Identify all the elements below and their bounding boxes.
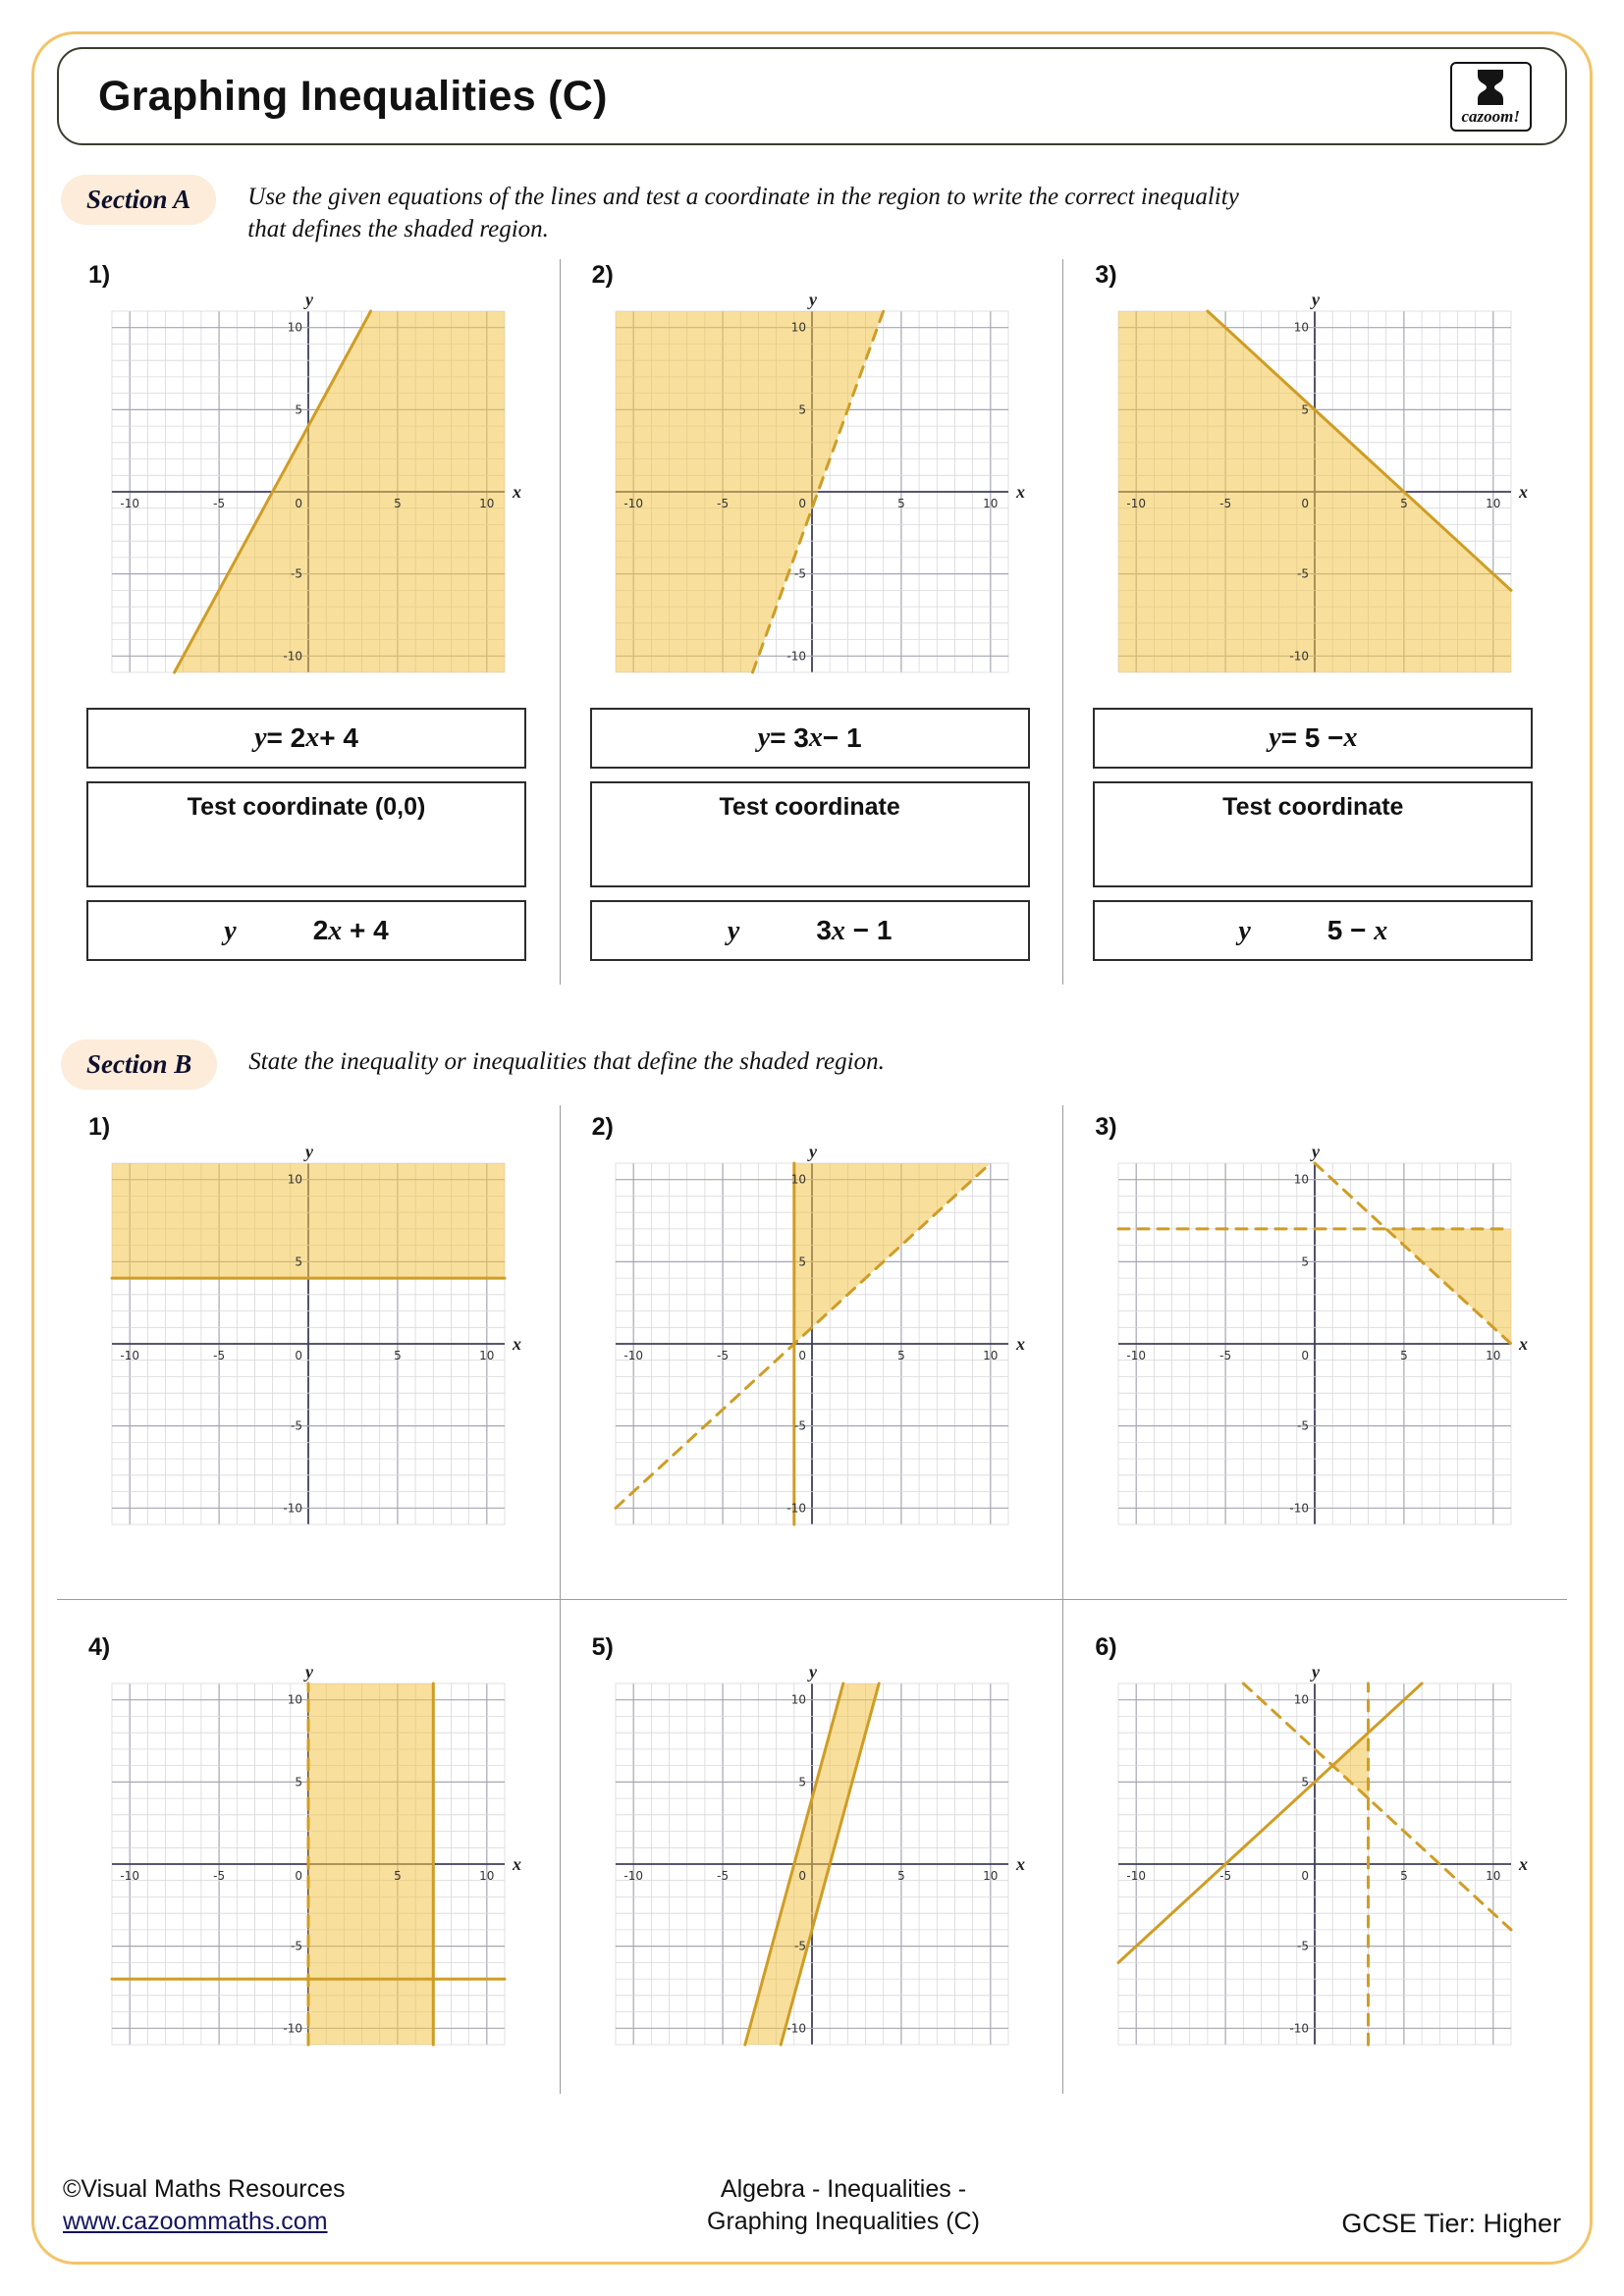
section-b-badge: Section B [61, 1040, 217, 1090]
svg-text:y: y [808, 292, 817, 309]
svg-text:-5: -5 [291, 566, 302, 581]
svg-text:-5: -5 [1297, 1418, 1310, 1433]
graph-b2 [590, 1144, 1050, 1544]
section-a-badge: Section A [61, 175, 216, 225]
cazoom-logo [1450, 62, 1533, 132]
problem-b4-number: 4) [88, 1633, 111, 1661]
problem-a1-boxes [86, 708, 526, 961]
svg-text:x: x [1519, 482, 1529, 502]
footer-left [63, 2173, 346, 2240]
svg-text:-5: -5 [793, 566, 806, 581]
logo-text: cazoom! [1461, 106, 1520, 126]
svg-text:-10: -10 [283, 2021, 302, 2036]
svg-text:-10: -10 [120, 1349, 140, 1362]
svg-text:0: 0 [295, 497, 302, 510]
svg-text:10: 10 [287, 1172, 302, 1187]
svg-text:10: 10 [287, 1692, 302, 1707]
svg-text:10: 10 [790, 320, 806, 335]
svg-text:5: 5 [1301, 1775, 1310, 1789]
svg-text:10: 10 [982, 497, 999, 510]
answer-a3-lhs: y [1238, 915, 1251, 946]
equation-box-a2: y = 3 x − 1 [590, 708, 1030, 769]
svg-text:5: 5 [295, 1775, 302, 1789]
svg-text:10: 10 [982, 1869, 999, 1883]
svg-text:-5: -5 [716, 1869, 729, 1883]
svg-text:5: 5 [896, 497, 905, 510]
hourglass-icon [1474, 69, 1507, 106]
svg-text:-5: -5 [213, 1349, 226, 1362]
section-b-instructions: State the inequality or inequalities that define the shaded region. [248, 1048, 885, 1075]
svg-text:5: 5 [1400, 1349, 1409, 1362]
problem-b2-number: 2) [591, 1113, 614, 1141]
svg-text:0: 0 [798, 497, 806, 510]
section-b-problems [57, 1105, 1567, 2094]
answer-a3-rhs: 5 − x [1326, 914, 1388, 946]
problem-b4 [57, 1600, 561, 2094]
test-coordinate-box-a2[interactable]: Test coordinate [590, 781, 1030, 887]
svg-text:0: 0 [1301, 1869, 1310, 1883]
svg-text:y: y [305, 1144, 313, 1161]
svg-text:x: x [513, 1854, 521, 1874]
svg-text:-5: -5 [291, 1939, 302, 1953]
svg-text:-10: -10 [1126, 497, 1147, 510]
problem-b1-number: 1) [88, 1113, 111, 1141]
answer-a2-lhs: y [727, 915, 740, 946]
svg-text:x: x [513, 1334, 521, 1354]
section-b-header [61, 1040, 1563, 1090]
graph-a3 [1093, 292, 1553, 692]
svg-text:5: 5 [295, 1255, 302, 1269]
header [57, 47, 1567, 145]
worksheet-page [31, 31, 1593, 2265]
svg-text:5: 5 [1301, 402, 1310, 417]
section-a-instructions: Use the given equations of the lines and test a coordinate in the region to write the correct inequality that defines the shaded region. [247, 184, 1239, 242]
answer-box-a1[interactable] [86, 900, 526, 961]
svg-text:5: 5 [1301, 1255, 1310, 1269]
problem-a2-boxes [590, 708, 1030, 961]
svg-text:-10: -10 [1289, 649, 1310, 664]
svg-text:5: 5 [896, 1869, 905, 1883]
svg-text:x: x [1015, 482, 1025, 502]
equation-box-a3: y = 5 − x [1093, 708, 1533, 769]
svg-text:5: 5 [394, 1349, 402, 1362]
svg-text:x: x [1015, 1854, 1025, 1874]
footer-website-link[interactable]: www.cazoommaths.com [63, 2208, 328, 2236]
graph-b6 [1093, 1664, 1553, 2064]
svg-text:10: 10 [1486, 1869, 1501, 1883]
svg-text:10: 10 [1486, 497, 1501, 510]
svg-text:5: 5 [798, 402, 806, 417]
problem-a3-boxes [1093, 708, 1533, 961]
footer-topic-line1: Algebra - Inequalities - [720, 2174, 967, 2203]
svg-text:5: 5 [1400, 497, 1409, 510]
svg-text:y: y [1312, 1664, 1321, 1682]
svg-text:10: 10 [1486, 1349, 1501, 1362]
svg-text:y: y [1312, 292, 1321, 309]
svg-text:-10: -10 [120, 1869, 140, 1883]
problem-a2 [561, 259, 1064, 985]
svg-text:-5: -5 [793, 1418, 806, 1433]
page-title: Graphing Inequalities (C) [98, 72, 608, 120]
svg-text:5: 5 [295, 402, 302, 417]
svg-text:10: 10 [479, 1869, 495, 1883]
svg-text:-5: -5 [1297, 1939, 1310, 1953]
svg-text:-10: -10 [120, 497, 140, 510]
svg-text:0: 0 [798, 1869, 806, 1883]
problem-a1 [57, 259, 561, 985]
answer-box-a2[interactable] [590, 900, 1030, 961]
svg-text:-10: -10 [786, 1501, 806, 1516]
svg-text:-10: -10 [283, 649, 302, 664]
graph-b5 [590, 1664, 1050, 2064]
footer [57, 2173, 1567, 2244]
svg-text:10: 10 [1294, 1692, 1310, 1707]
svg-text:-5: -5 [716, 1349, 729, 1362]
problem-a3-number: 3) [1095, 261, 1117, 289]
svg-text:10: 10 [1294, 1172, 1310, 1187]
graph-b4 [86, 1664, 546, 2064]
svg-text:5: 5 [798, 1775, 806, 1789]
svg-text:-10: -10 [623, 497, 643, 510]
problem-b5 [561, 1600, 1064, 2094]
section-a-problems [57, 259, 1567, 985]
footer-tier: GCSE Tier: Higher [1341, 2209, 1561, 2238]
svg-text:-5: -5 [1219, 1349, 1232, 1362]
svg-text:-5: -5 [213, 1869, 226, 1883]
svg-text:-10: -10 [1289, 1501, 1310, 1516]
problem-b6 [1063, 1600, 1567, 2094]
problem-b3-number: 3) [1095, 1113, 1117, 1141]
graph-b1 [86, 1144, 546, 1544]
problem-b5-number: 5) [591, 1633, 614, 1661]
svg-text:0: 0 [1301, 1349, 1310, 1362]
svg-text:x: x [1519, 1334, 1529, 1354]
svg-text:10: 10 [982, 1349, 999, 1362]
svg-text:-10: -10 [623, 1869, 643, 1883]
svg-text:10: 10 [1294, 320, 1310, 335]
svg-text:x: x [1015, 1334, 1025, 1354]
svg-text:-10: -10 [786, 649, 806, 664]
problem-b1 [57, 1105, 561, 1600]
answer-a2-rhs: 3x − 1 [816, 914, 893, 946]
test-coordinate-box-a3[interactable]: Test coordinate [1093, 781, 1533, 887]
svg-text:-5: -5 [213, 497, 226, 510]
answer-a1-lhs: y [224, 915, 237, 946]
test-coordinate-box-a1[interactable]: Test coordinate (0,0) [86, 781, 526, 887]
footer-topic [707, 2173, 980, 2240]
svg-text:-5: -5 [291, 1418, 302, 1433]
problem-a2-number: 2) [591, 261, 614, 289]
svg-text:10: 10 [287, 320, 302, 335]
svg-text:-5: -5 [793, 1939, 806, 1953]
answer-a1-rhs: 2x + 4 [312, 914, 389, 946]
svg-text:y: y [808, 1664, 817, 1682]
svg-text:0: 0 [1301, 497, 1310, 510]
graph-a1 [86, 292, 546, 692]
svg-text:-5: -5 [1219, 497, 1232, 510]
svg-text:-5: -5 [1297, 566, 1310, 581]
svg-text:y: y [808, 1144, 817, 1161]
problem-b3 [1063, 1105, 1567, 1600]
section-a-header [61, 175, 1563, 245]
footer-copyright: ©Visual Maths Resources [63, 2174, 346, 2203]
graph-b3 [1093, 1144, 1553, 1544]
svg-text:y: y [305, 292, 313, 309]
svg-text:0: 0 [295, 1869, 302, 1883]
graph-a2 [590, 292, 1050, 692]
svg-text:-10: -10 [1289, 2021, 1310, 2036]
footer-topic-line2: Graphing Inequalities (C) [707, 2208, 980, 2236]
svg-text:y: y [305, 1664, 313, 1682]
svg-text:0: 0 [798, 1349, 806, 1362]
svg-text:5: 5 [896, 1349, 905, 1362]
svg-text:5: 5 [798, 1255, 806, 1269]
answer-box-a3[interactable] [1093, 900, 1533, 961]
problem-a1-number: 1) [88, 261, 111, 289]
svg-text:-10: -10 [1126, 1349, 1147, 1362]
svg-text:y: y [1312, 1144, 1321, 1161]
svg-text:5: 5 [394, 1869, 402, 1883]
svg-text:10: 10 [479, 1349, 495, 1362]
problem-a3 [1063, 259, 1567, 985]
svg-text:x: x [513, 482, 521, 502]
equation-box-a1: y = 2 x + 4 [86, 708, 526, 769]
svg-text:-10: -10 [283, 1501, 302, 1516]
svg-text:-10: -10 [1126, 1869, 1147, 1883]
svg-text:5: 5 [1400, 1869, 1409, 1883]
problem-b2 [561, 1105, 1064, 1600]
svg-text:-10: -10 [623, 1349, 643, 1362]
problem-b6-number: 6) [1095, 1633, 1117, 1661]
svg-text:0: 0 [295, 1349, 302, 1362]
svg-text:-10: -10 [786, 2021, 806, 2036]
svg-text:5: 5 [394, 497, 402, 510]
svg-text:10: 10 [790, 1172, 806, 1187]
svg-text:10: 10 [479, 497, 495, 510]
svg-text:-5: -5 [716, 497, 729, 510]
svg-text:-5: -5 [1219, 1869, 1232, 1883]
svg-text:x: x [1519, 1854, 1529, 1874]
svg-text:10: 10 [790, 1692, 806, 1707]
